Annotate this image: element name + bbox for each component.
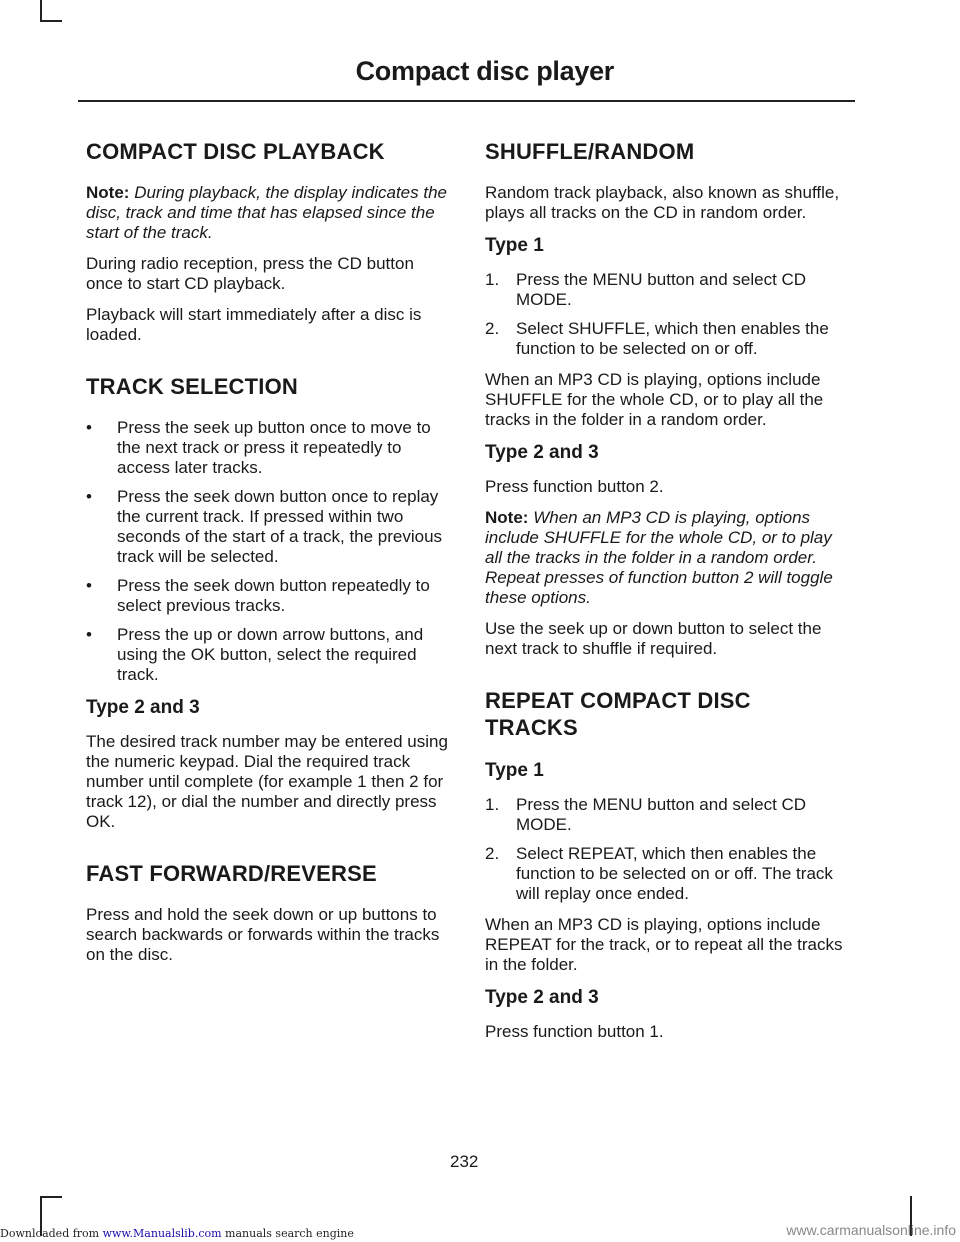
subheading: Type 2 and 3 [86,697,200,718]
subheading: Type 1 [485,760,544,781]
track-selection-section [86,373,450,832]
step-number: 1. [485,795,500,814]
left-column [86,138,450,976]
paragraph: Press and hold the seek down or up buttons to search backwards or forwards within the tracks on the disc. [86,905,440,964]
list-item [485,844,853,904]
list-item [86,418,450,478]
subheading: Type 2 and 3 [485,442,599,463]
bullet-marker: • [86,487,92,506]
list-item-text: Press the seek up button once to move to the next track or press it repeatedly to access later tracks. [117,418,431,477]
list-item [485,319,853,359]
list-item-text: Select SHUFFLE, which then enables the function to be selected on or off. [516,319,829,358]
numbered-list [485,270,853,359]
crop-mark [40,0,42,22]
bullet-marker: • [86,576,92,595]
paragraph: Press function button 2. [485,477,664,496]
subheading: Type 1 [485,235,544,256]
list-item-text: Press the MENU button and select CD MODE. [516,270,807,309]
footer-download-notice [0,1227,354,1240]
paragraph: Press function button 1. [485,1022,664,1041]
step-number: 1. [485,270,500,289]
section-heading: FAST FORWARD/REVERSE [86,861,377,886]
list-item-text: Press the seek down button repeatedly to select previous tracks. [117,576,430,615]
footer-suffix: manuals search engine [221,1227,354,1240]
numbered-list [485,795,853,904]
section-heading [485,687,853,741]
right-column [485,138,853,1053]
note-text: When an MP3 CD is playing, options include SHUFFLE for the whole CD, or to play all the tracks in the folder in a random order. Repeat presses of function button 2 will toggle these options. [485,508,833,607]
crop-mark [40,20,62,22]
header-divider [78,100,855,102]
list-item-text: Press the up or down arrow buttons, and using the OK button, select the required track. [117,625,424,684]
footer-prefix: Downloaded from [0,1227,103,1240]
compact-disc-playback-section [86,138,450,345]
note [485,508,853,608]
paragraph: When an MP3 CD is playing, options include REPEAT for the track, or to repeat all the tracks in the folder. [485,915,843,974]
step-number: 2. [485,844,500,863]
subheading: Type 2 and 3 [485,987,599,1008]
shuffle-random-section [485,138,853,659]
note-label: Note: [485,508,529,527]
page-title: Compact disc player [355,56,614,86]
watermark-text: www.carmanualsonline.info [786,1222,956,1238]
heading-line: TRACKS [485,715,578,740]
list-item [86,625,450,685]
paragraph: Playback will start immediately after a disc is loaded. [86,305,422,344]
fast-forward-reverse-section [86,860,450,965]
paragraph: Use the seek up or down button to select the next track to shuffle if required. [485,619,822,658]
page-number: 232 [450,1152,479,1171]
list-item-text: Press the seek down button once to replay the current track. If pressed within two seconds of the start of a track, the previous track will be selected. [117,487,443,566]
note [86,183,450,243]
list-item-text: Press the MENU button and select CD MODE. [516,795,807,834]
bullet-marker: • [86,418,92,437]
paragraph: When an MP3 CD is playing, options include SHUFFLE for the whole CD, or to play all the tracks in the folder in a random order. [485,370,824,429]
bullet-list [86,418,450,685]
paragraph: During radio reception, press the CD button once to start CD playback. [86,254,414,293]
heading-line: REPEAT COMPACT DISC [485,688,751,713]
crop-mark [40,1196,62,1198]
repeat-tracks-section [485,687,853,1042]
section-heading: SHUFFLE/RANDOM [485,139,695,164]
paragraph: The desired track number may be entered using the numeric keypad. Dial the required track number until complete (for example 1 then 2 for track 12), or dial the number and directly press OK. [86,732,448,831]
section-heading: TRACK SELECTION [86,374,298,399]
list-item [485,795,853,835]
bullet-marker: • [86,625,92,644]
note-label: Note: [86,183,130,202]
manualslib-link[interactable]: www.Manualslib.com [102,1227,222,1240]
section-heading: COMPACT DISC PLAYBACK [86,139,385,164]
list-item [485,270,853,310]
paragraph: Random track playback, also known as shuffle, plays all tracks on the CD in random order. [485,183,840,222]
note-text: During playback, the display indicates the disc, track and time that has elapsed since the start of the track. [86,183,447,242]
step-number: 2. [485,319,500,338]
list-item [86,487,450,567]
list-item-text: Select REPEAT, which then enables the function to be selected on or off. The track will replay once ended. [516,844,833,903]
list-item [86,576,450,616]
